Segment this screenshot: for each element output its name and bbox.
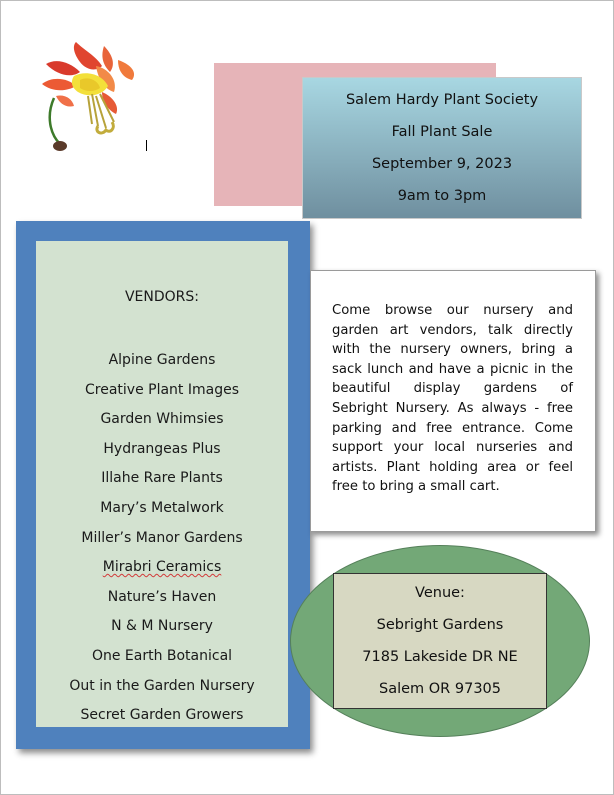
- event-date: September 9, 2023: [371, 155, 513, 172]
- event-name: Fall Plant Sale: [391, 123, 493, 140]
- text-cursor: [146, 140, 147, 151]
- venue-box: [333, 573, 547, 709]
- event-title-box: [302, 77, 582, 219]
- venue-name: Sebright Gardens: [376, 616, 504, 633]
- vendor-item: [36, 553, 288, 583]
- organization-name: Salem Hardy Plant Society: [345, 91, 539, 108]
- description-box: [310, 270, 596, 532]
- vendor-item: Mary’s Metalwork: [100, 499, 224, 516]
- columbine-flower-icon: [36, 36, 146, 154]
- vendor-panel: [36, 241, 288, 727]
- vendor-item: N & M Nursery: [111, 618, 213, 635]
- vendor-item-label: Mirabri Ceramics: [102, 559, 222, 576]
- vendor-item: Out in the Garden Nursery: [69, 677, 255, 694]
- venue-heading: Venue:: [415, 584, 465, 601]
- vendor-list: [36, 346, 288, 731]
- vendor-frame: [16, 221, 310, 749]
- vendor-item: Illahe Rare Plants: [101, 470, 223, 487]
- vendor-item: Miller’s Manor Gardens: [81, 529, 243, 546]
- vendor-item: Alpine Gardens: [108, 352, 216, 368]
- event-hours: 9am to 3pm: [397, 187, 487, 204]
- vendor-item: Hydrangeas Plus: [103, 440, 221, 457]
- vendor-item: Secret Garden Growers: [80, 707, 244, 724]
- vendors-heading: VENDORS:: [124, 289, 200, 305]
- vendor-item: One Earth Botanical: [91, 647, 233, 664]
- venue-city: Salem OR 97305: [379, 680, 501, 697]
- description-text: Come browse our nursery and garden art vendors, talk directly with the nursery owners, bring a sack lunch and have a picnic in the beautiful display gardens of Sebright Nursery. As always - free parking and free entrance. Come support your local nurseries and artists. Plant holding area or feel free to bring a small cart.: [332, 303, 573, 495]
- venue-address: 7185 Lakeside DR NE: [362, 648, 518, 665]
- vendor-item: Creative Plant Images: [84, 381, 239, 398]
- vendor-item: Garden Whimsies: [100, 411, 224, 428]
- vendor-item: Nature’s Haven: [107, 588, 217, 605]
